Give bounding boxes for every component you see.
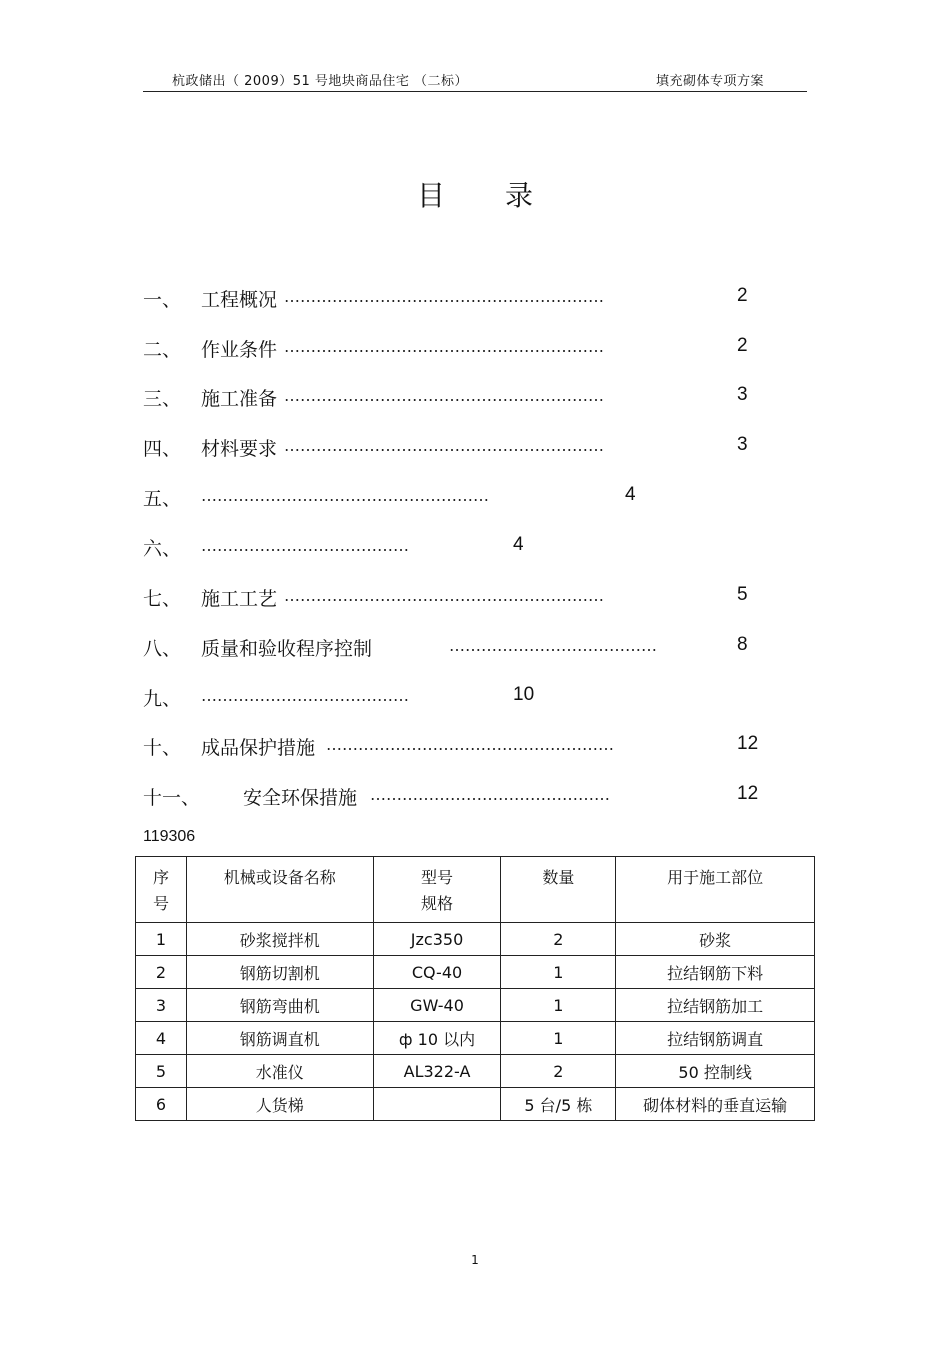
cell-model: ф 10 以内 (373, 1022, 501, 1055)
page-number: 1 (471, 1253, 479, 1267)
cell-model (373, 1088, 501, 1121)
toc-leader: ………………………………… (449, 636, 657, 655)
toc-page: 12 (737, 733, 759, 754)
header-project-name: 杭政储出（ 2009）51 号地块商品住宅 （二标） (172, 74, 469, 89)
toc-entry[interactable] (0, 584, 950, 614)
table-header-row (136, 857, 815, 923)
toc-entry[interactable] (0, 783, 950, 813)
equipment-table (135, 856, 815, 1121)
toc-entry[interactable] (0, 285, 950, 315)
toc-entry[interactable] (0, 733, 950, 763)
toc-page: 12 (737, 783, 759, 804)
cell-name: 水准仪 (186, 1055, 373, 1088)
toc-entry[interactable] (0, 335, 950, 365)
header-cell-name: 机械或设备名称 (186, 857, 373, 923)
table-row (136, 1088, 815, 1121)
cell-index: 2 (136, 956, 187, 989)
cell-index: 5 (136, 1055, 187, 1088)
toc-label: 质量和验收程序控制 (201, 638, 373, 660)
cell-name: 钢筋切割机 (186, 956, 373, 989)
toc-leader: …………………………………………………… (284, 386, 604, 405)
cell-usage: 50 控制线 (616, 1055, 815, 1088)
cell-model: CQ-40 (373, 956, 501, 989)
header-cell-index: 序 号 (136, 857, 187, 923)
table-row (136, 1055, 815, 1088)
cell-model: GW-40 (373, 989, 501, 1022)
toc-number: 一、 (143, 289, 182, 311)
header-cell-usage: 用于施工部位 (616, 857, 815, 923)
table-row (136, 1022, 815, 1055)
header-divider (143, 91, 807, 92)
cell-usage: 拉结钢筋加工 (616, 989, 815, 1022)
toc-page: 2 (737, 285, 748, 306)
toc-leader: …………………………………………………… (284, 337, 604, 356)
toc-entry[interactable] (0, 684, 950, 714)
toc-label: 材料要求 (201, 438, 278, 460)
toc-number: 十一、 (143, 787, 201, 809)
cell-index: 6 (136, 1088, 187, 1121)
toc-number: 六、 (143, 538, 182, 560)
cell-model: Jzc350 (373, 923, 501, 956)
toc-leader: …………………………………………………… (284, 586, 604, 605)
toc-number: 八、 (143, 638, 182, 660)
cell-index: 4 (136, 1022, 187, 1055)
table-row (136, 989, 815, 1022)
toc-number: 九、 (143, 688, 182, 710)
toc-label: 施工工艺 (201, 588, 278, 610)
cell-usage: 砌体材料的垂直运输 (616, 1088, 815, 1121)
toc-number: 五、 (143, 488, 182, 510)
toc-page: 3 (737, 434, 748, 455)
toc-label: 成品保护措施 (201, 737, 316, 759)
cell-usage: 拉结钢筋下料 (616, 956, 815, 989)
cell-name: 钢筋弯曲机 (186, 989, 373, 1022)
toc-entry[interactable] (0, 434, 950, 464)
toc-page: 5 (737, 584, 748, 605)
toc-leader: …………………………………………………… (284, 287, 604, 306)
cell-index: 3 (136, 989, 187, 1022)
toc-entry[interactable] (0, 384, 950, 414)
cell-quantity: 1 (501, 989, 616, 1022)
toc-label: 施工准备 (201, 388, 278, 410)
table-row (136, 956, 815, 989)
header-document-title: 填充砌体专项方案 (656, 74, 765, 89)
toc-leader: …………………………………………………… (284, 436, 604, 455)
toc-number: 七、 (143, 588, 182, 610)
cell-usage: 砂浆 (616, 923, 815, 956)
table-row (136, 923, 815, 956)
toc-page: 10 (513, 684, 535, 705)
toc-page: 8 (737, 634, 748, 655)
title-char-2: 录 (505, 179, 534, 212)
toc-number: 四、 (143, 438, 182, 460)
toc-leader: ……………………………………………… (201, 486, 489, 505)
toc-entry[interactable] (0, 634, 950, 664)
toc-number: 十、 (143, 737, 182, 759)
header-cell-quantity: 数量 (501, 857, 616, 923)
cell-name: 钢筋调直机 (186, 1022, 373, 1055)
toc-page: 3 (737, 384, 748, 405)
toc-label: 安全环保措施 (243, 787, 358, 809)
toc-entry[interactable] (0, 534, 950, 564)
cell-quantity: 5 台/5 栋 (501, 1088, 616, 1121)
toc-page: 2 (737, 335, 748, 356)
cell-quantity: 2 (501, 923, 616, 956)
toc-page: 4 (513, 534, 524, 555)
toc-entry[interactable] (0, 484, 950, 514)
cell-name: 人货梯 (186, 1088, 373, 1121)
toc-number: 二、 (143, 339, 182, 361)
toc-number: 三、 (143, 388, 182, 410)
cell-quantity: 1 (501, 956, 616, 989)
document-code: 119306 (143, 828, 196, 845)
cell-usage: 拉结钢筋调直 (616, 1022, 815, 1055)
toc-leader: ………………………………… (201, 536, 409, 555)
cell-quantity: 2 (501, 1055, 616, 1088)
cell-index: 1 (136, 923, 187, 956)
toc-leader: ……………………………………… (370, 785, 610, 804)
page-title (0, 174, 950, 214)
cell-name: 砂浆搅拌机 (186, 923, 373, 956)
cell-quantity: 1 (501, 1022, 616, 1055)
toc-page: 4 (625, 484, 636, 505)
title-char-1: 目 (416, 179, 445, 212)
cell-model: AL322-A (373, 1055, 501, 1088)
header-cell-model: 型号 规格 (373, 857, 501, 923)
toc-leader: ………………………………… (201, 686, 409, 705)
toc-leader: ……………………………………………… (326, 735, 614, 754)
toc-label: 工程概况 (201, 289, 278, 311)
toc-label: 作业条件 (201, 339, 278, 361)
